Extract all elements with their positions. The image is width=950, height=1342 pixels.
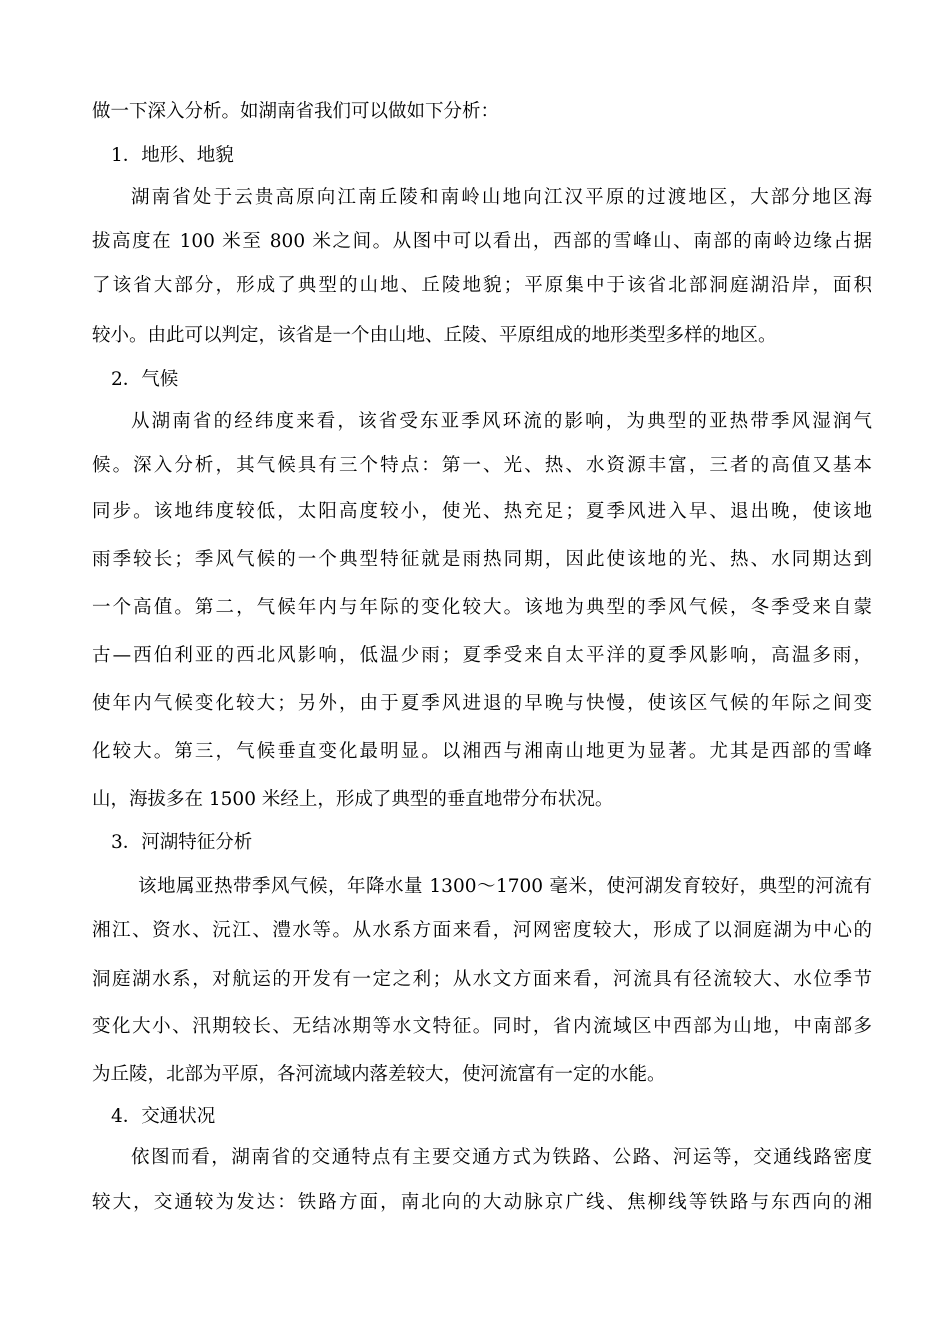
paragraph-line: 湘江、资水、沅江、澧水等。从水系方面来看，河网密度较大，形成了以洞庭湖为中心的	[92, 920, 872, 941]
section-heading-terrain: 1．地形、地貌	[111, 145, 234, 166]
paragraph-line: 候。深入分析，其气候具有三个特点：第一、光、热、水资源丰富，三者的高值又基本	[92, 455, 872, 476]
paragraph-line: 较小。由此可以判定，该省是一个由山地、丘陵、平原组成的地形类型多样的地区。	[92, 325, 777, 346]
paragraph-line: 雨季较长；季风气候的一个典型特征就是雨热同期，因此使该地的光、热、水同期达到	[92, 549, 872, 570]
section-heading-transport: 4．交通状况	[111, 1106, 216, 1127]
paragraph-line: 湖南省处于云贵高原向江南丘陵和南岭山地向江汉平原的过渡地区，大部分地区海	[131, 187, 872, 208]
paragraph-line: 从湖南省的经纬度来看，该省受东亚季风环流的影响，为典型的亚热带季风湿润气	[131, 411, 872, 432]
paragraph-line: 化较大。第三，气候垂直变化最明显。以湘西与湘南山地更为显著。尤其是西部的雪峰	[92, 741, 872, 762]
section-heading-rivers: 3．河湖特征分析	[111, 832, 253, 853]
section-heading-climate: 2．气候	[111, 369, 179, 390]
paragraph-line: 该地属亚热带季风气候，年降水量 1300～1700 毫米，使河湖发育较好，典型的河流有	[138, 876, 872, 897]
paragraph-line: 一个高值。第二，气候年内与年际的变化较大。该地为典型的季风气候，冬季受来自蒙	[92, 597, 872, 618]
paragraph-line: 同步。该地纬度较低，太阳高度较小，使光、热充足；夏季风进入早、退出晚，使该地	[92, 501, 872, 522]
paragraph-line: 较大，交通较为发达：铁路方面，南北向的大动脉京广线、焦柳线等铁路与东西向的湘	[92, 1192, 872, 1213]
paragraph-line: 为丘陵，北部为平原，各河流域内落差较大，使河流富有一定的水能。	[92, 1064, 666, 1085]
paragraph-line: 了该省大部分，形成了典型的山地、丘陵地貌；平原集中于该省北部洞庭湖沿岸，面积	[92, 275, 872, 296]
paragraph-line: 依图而看，湖南省的交通特点有主要交通方式为铁路、公路、河运等，交通线路密度	[131, 1147, 872, 1168]
paragraph-line: 使年内气候变化较大；另外，由于夏季风进退的早晚与快慢，使该区气候的年际之间变	[92, 693, 872, 714]
paragraph-line: 变化大小、汛期较长、无结冰期等水文特征。同时，省内流域区中西部为山地，中南部多	[92, 1016, 872, 1037]
paragraph-line: 山，海拔多在 1500 米经上，形成了典型的垂直地带分布状况。	[92, 789, 614, 810]
paragraph-line: 古—西伯利亚的西北风影响，低温少雨；夏季受来自太平洋的夏季风影响，高温多雨，	[92, 645, 872, 666]
paragraph-line: 洞庭湖水系，对航运的开发有一定之利；从水文方面来看，河流具有径流较大、水位季节	[92, 969, 872, 990]
paragraph-line: 拔高度在 100 米至 800 米之间。从图中可以看出，西部的雪峰山、南部的南岭边缘占据	[92, 231, 872, 252]
intro-line: 做一下深入分析。如湖南省我们可以做如下分析：	[92, 101, 500, 122]
